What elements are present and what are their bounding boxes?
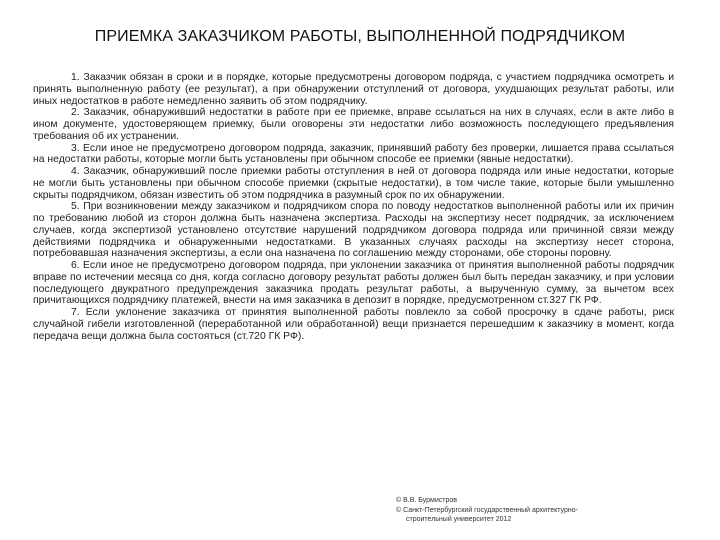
paragraph-4: 4. Заказчик, обнаруживший после приемки работы отступления в ней от договора подряда или иные недостатки, которые не могли быть установлены при обычном способе приемки (скрытые недостатки), в том числе такие, которые были умышленно скрыты подрядчиком, обязан известить об этом подрядчика в разумный срок по их обнаружении. xyxy=(33,166,674,201)
credit-author: © В.В. Бурмистров xyxy=(396,497,457,504)
paragraph-6: 6. Если иное не предусмотрено договором подряда, при уклонении заказчика от принятия выполненной работы подрядчик вправе по истечении месяца со дня, когда согласно договору результат работы должен был быть передан заказчику, и при условии последующего двукратного предупреждения заказчика продать результат работы, а вырученную сумму, за вычетом всех причитающихся подрядчику платежей, внести на имя заказчика в депозит в порядке, предусмотренном ст.327 ГК РФ. xyxy=(33,260,674,307)
credit-institution-line1: © Санкт-Петербургский государственный архитектурно- xyxy=(396,506,578,514)
paragraph-3: 3. Если иное не предусмотрено договором подряда, заказчик, принявший работу без проверки, лишается права ссылаться на недостатки работы, которые могли быть установлены при обычном способе ее приемки (явные недостатки). xyxy=(33,142,674,166)
paragraph-5: 5. При возникновении между заказчиком и подрядчиком спора по поводу недостатков выполненной работы или их причин по требованию любой из сторон должна быть назначена экспертиза. Расходы на экспертизу несет подрядчик, за исключением случаев, когда экспертизой установлено отсутствие нарушений подрядчиком договора подряда или причинной связи между действиями подрядчика и обнаруженными недостатками. В указанных случаях расходы на экспертизу несет сторона, потребовавшая назначения экспертизы, а если она назначена по соглашению между сторонами, обе стороны поровну. xyxy=(33,201,674,260)
paragraph-7: 7. Если уклонение заказчика от принятия выполненной работы повлекло за собой просрочку в сдаче работы, риск случайной гибели изготовленной (переработанной или обработанной) вещи признается перешедшим к заказчику в момент, когда передача вещи должна была состояться (ст.720 ГК РФ). xyxy=(33,307,674,342)
credits xyxy=(396,496,636,525)
paragraph-1: 1. Заказчик обязан в сроки и в порядке, которые предусмотрены договором подряда, с участием подрядчика осмотреть и принять выполненную работу (ее результат), а при обнаружении отступлений от договора, ухудшающих результат работы, или иных недостатков в работе немедленно заявить об этом подрядчику. xyxy=(33,72,674,107)
page-title: ПРИЕМКА ЗАКАЗЧИКОМ РАБОТЫ, ВЫПОЛНЕННОЙ ПОДРЯДЧИКОМ xyxy=(94,28,626,45)
credit-institution-line2: строительный университет 2012 xyxy=(406,516,512,523)
paragraph-2: 2. Заказчик, обнаруживший недостатки в работе при ее приемке, вправе ссылаться на них в случаях, если в акте либо в ином документе, удостоверяющем приемку, были оговорены эти недостатки либо возможность последующего предъявления требования об их устранении. xyxy=(33,107,674,142)
body-text xyxy=(33,72,674,342)
